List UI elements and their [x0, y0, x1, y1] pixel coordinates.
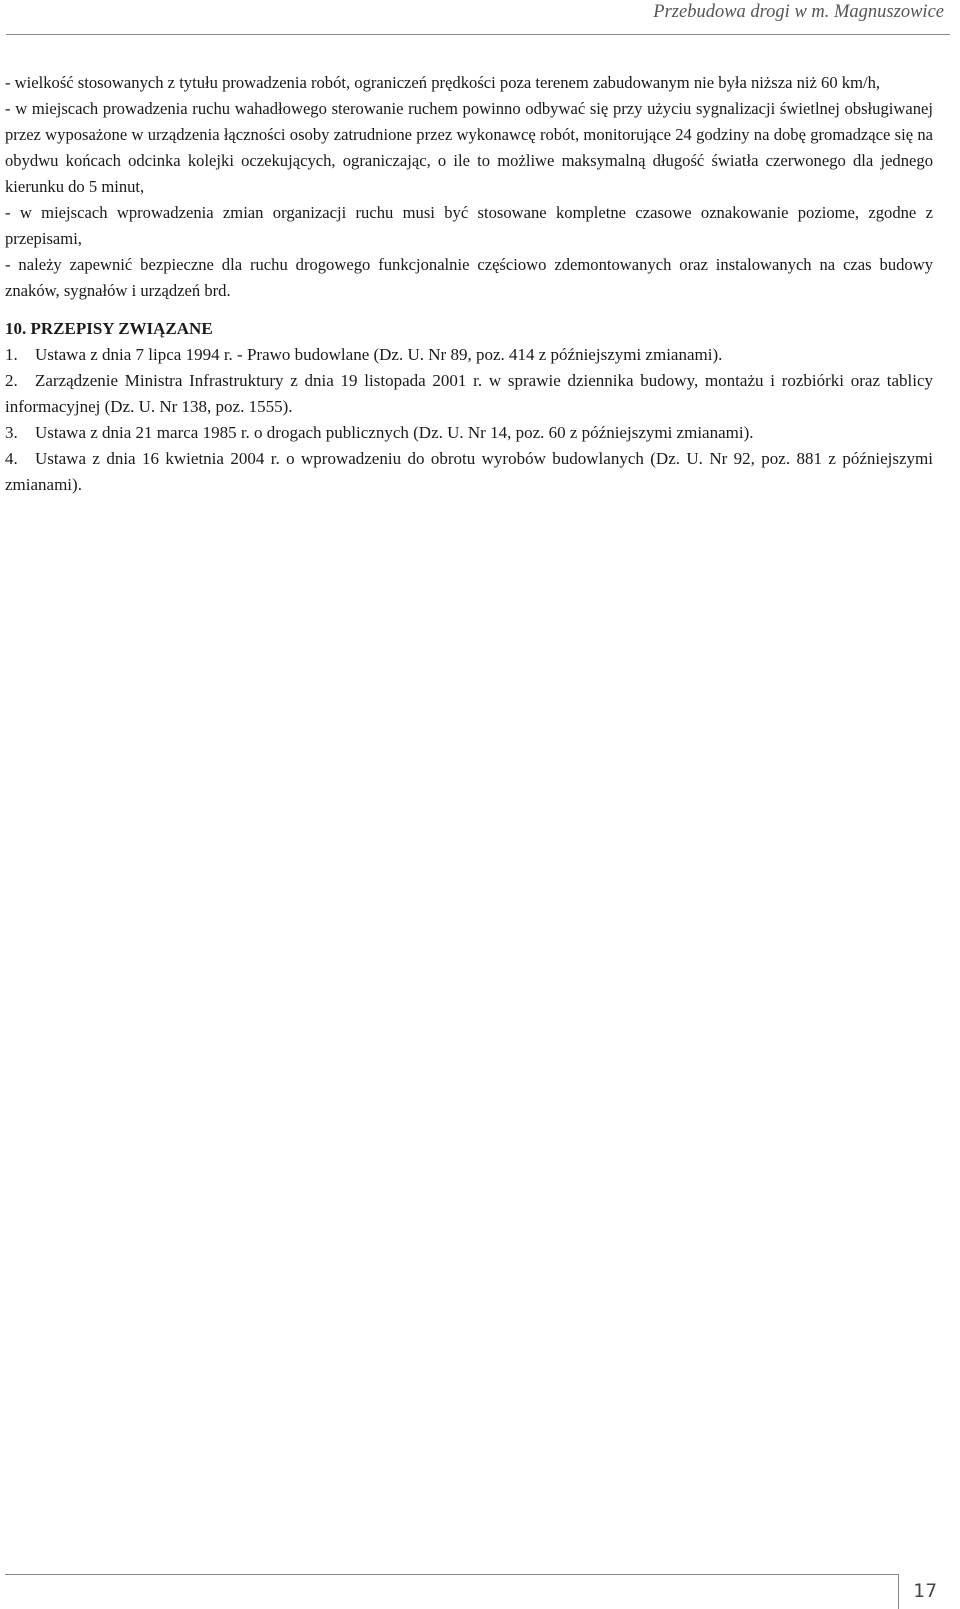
- body-paragraph-1: - wielkość stosowanych z tytułu prowadzenia robót, ograniczeń prędkości poza terenem zabudowanym nie była niższa niż 60 km/h,: [5, 73, 881, 92]
- item-text: Ustawa z dnia 7 lipca 1994 r. - Prawo budowlane (Dz. U. Nr 89, poz. 414 z późniejszymi zmianami).: [35, 345, 723, 364]
- item-text: Zarządzenie Ministra Infrastruktury z dnia 19 listopada 2001 r. w sprawie dziennika budowy, montażu i rozbiórki oraz tablicy informacyjnej (Dz. U. Nr 138, poz. 1555).: [5, 371, 933, 416]
- page-content: [5, 70, 933, 498]
- item-text: Ustawa z dnia 21 marca 1985 r. o drogach publicznych (Dz. U. Nr 14, poz. 60 z późniejszymi zmianami).: [35, 423, 754, 442]
- page-header-title: Przebudowa drogi w m. Magnuszowice: [653, 2, 944, 22]
- body-paragraph-3: - w miejscach wprowadzenia zmian organizacji ruchu musi być stosowane kompletne czasowe oznakowanie poziome, zgodne z przepisami,: [5, 203, 933, 248]
- item-number: 4.: [5, 449, 18, 468]
- item-number: 1.: [5, 345, 18, 364]
- regulation-item-3: [5, 420, 933, 446]
- item-text: Ustawa z dnia 16 kwietnia 2004 r. o wprowadzeniu do obrotu wyrobów budowlanych (Dz. U. Nr 92, poz. 881 z późniejszymi zmianami).: [5, 449, 933, 494]
- page-number: 17: [913, 1580, 938, 1602]
- header-divider: [6, 34, 950, 35]
- regulation-item-4: [5, 446, 933, 498]
- body-paragraph-2: - w miejscach prowadzenia ruchu wahadłowego sterowanie ruchem powinno odbywać się przy użyciu sygnalizacji świetlnej obsługiwanej przez wyposażone w urządzenia łączności osoby zatrudnione przez wykonawcę robót, monitorujące 24 godziny na dobę gromadzące się na obydwu końcach odcinka kolejki oczekujących, ograniczając, o ile to możliwe maksymalną długość światła czerwonego dla jednego kierunku do 5 minut,: [5, 99, 933, 196]
- body-paragraph-4: - należy zapewnić bezpieczne dla ruchu drogowego funkcjonalnie częściowo zdemontowanych oraz instalowanych na czas budowy znaków, sygnałów i urządzeń brd.: [5, 255, 933, 300]
- footer-divider: [5, 1574, 898, 1575]
- regulation-item-1: [5, 342, 933, 368]
- regulation-item-2: [5, 368, 933, 420]
- item-number: 3.: [5, 423, 18, 442]
- item-number: 2.: [5, 371, 18, 390]
- section-heading: 10. PRZEPISY ZWIĄZANE: [5, 319, 213, 338]
